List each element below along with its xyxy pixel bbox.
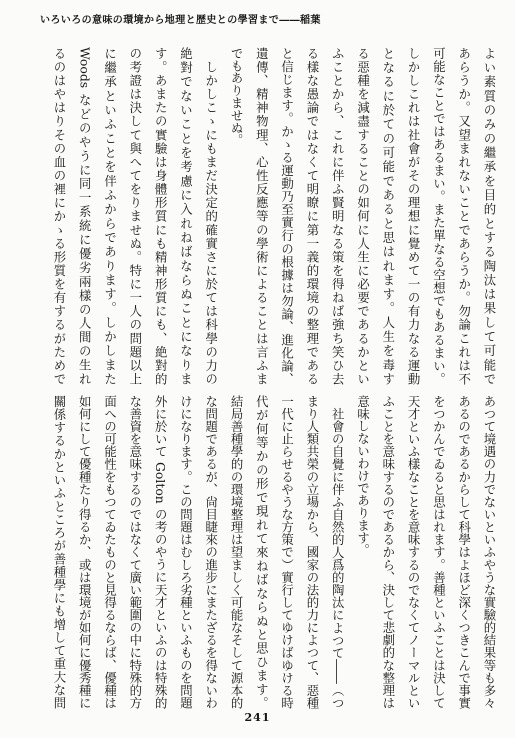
text-column: まり人類共榮の立場から、國家の法的力によつて、惡種 bbox=[304, 395, 320, 709]
text-column: る樣な愚論ではなくて明瞭に第一義的環境の整理である bbox=[304, 47, 320, 385]
text-column: 天才といふ樣なことを意味するのでなくてノーマルとい bbox=[406, 395, 422, 709]
text-column: 可能なことではあるまい。また單なる空想でもあるまい。 bbox=[431, 47, 447, 385]
text-column: よい素質のみの繼承を目的とする陶汰は果して可能で bbox=[482, 47, 497, 385]
text-column: をつかんでゐると思はれます。善種といふことは決して bbox=[431, 395, 447, 709]
text-column: と信じます。かゝる運動乃至實行の根據は勿論、進化論、 bbox=[279, 47, 295, 385]
text-column: 外に於いて Golton の考のやうに天才といふのは特殊的 bbox=[153, 395, 169, 709]
text-column: 遺傳、精神物理、心性反應等の學術によることは言ふま bbox=[254, 47, 270, 385]
text-column: 一代に止らせるやうな方策で）實行してゆけばゆける時 bbox=[279, 395, 295, 709]
text-column: しかしこれは社會がその理想に覺めて一の有力なる運動 bbox=[406, 47, 422, 385]
text-column: 關係するかといふところが善種學にも增して重大な問 bbox=[51, 395, 67, 709]
text-column: に繼承といふことを伴ふからであります。しかしまた bbox=[102, 47, 118, 385]
text-column: ふことを意味するのであるから、決して悲劇的な整理は bbox=[380, 395, 396, 709]
text-column: 絶對でないことを考慮に入れねばならぬことになりま bbox=[178, 47, 194, 385]
text-column: でもありませぬ。 bbox=[229, 47, 245, 147]
text-column: ふことから、これに伴ふ賢明なる策を得ねば強ち笑ひ去 bbox=[330, 47, 346, 385]
text-column: あつて境遇の力でないといふやうな實驗的結果等も多々 bbox=[482, 395, 497, 709]
text-column: しかしこゝにもまだ決定的確實さに於ては科學の力の bbox=[203, 47, 219, 385]
text-column: あるのであるからして科學はよほど深くつきこんで事實 bbox=[456, 395, 472, 709]
text-column: な問題であるが、尙目睫來の進步にまたざるを得ないわ bbox=[203, 395, 219, 709]
text-column: けになります。この問題はむしろ劣種といふものを問題 bbox=[178, 395, 194, 709]
text-column: るのはやはりその血の裡にかゝる形質を有するがためで bbox=[51, 47, 67, 385]
text-column: る惡種を減盡することの如何に人生に必要であるかとい bbox=[355, 47, 371, 385]
text-column: す。あまたの實驗は身體形質にも精神形質にも、絶對的 bbox=[153, 47, 169, 385]
lower-text-block bbox=[47, 395, 502, 709]
text-column: Woods などのやうに同一系統に優劣兩樣の人間の生れ bbox=[77, 47, 93, 385]
text-column: 面への可能性をもつてゐたものと見得るならば、優種は bbox=[102, 395, 118, 709]
page-number: 241 bbox=[244, 711, 271, 724]
text-column: 社會の自覺に伴ふ自然的人爲的陶汰によつて――（つ bbox=[330, 395, 346, 709]
upper-text-block bbox=[47, 47, 502, 385]
text-column: な善資を意味するのではなくて廣い範圍の中に特殊的方 bbox=[127, 395, 143, 709]
running-header: いろいろの意味の環境から地理と歴史との學習まで――稲葉 bbox=[40, 15, 321, 26]
text-column: 意味しないわけであります。 bbox=[355, 395, 371, 557]
text-column: 結局善種學的の環境整理は望ましく可能なそして源本的 bbox=[229, 395, 245, 709]
text-column: あらうか。又望まれないことであらうか。勿論これは不 bbox=[456, 47, 472, 385]
text-column: 代が何等かの形で現れて來ねばならぬと思ひます。 bbox=[254, 395, 270, 709]
text-column: の考證は決して與へてをりませぬ。特に一人の問題以上 bbox=[127, 47, 143, 385]
text-column: 如何にして優種たり得るか、或は環境が如何に優秀種に bbox=[77, 395, 93, 709]
text-column: となるに於ての可能であると思はれます。人生を毒す bbox=[380, 47, 396, 385]
